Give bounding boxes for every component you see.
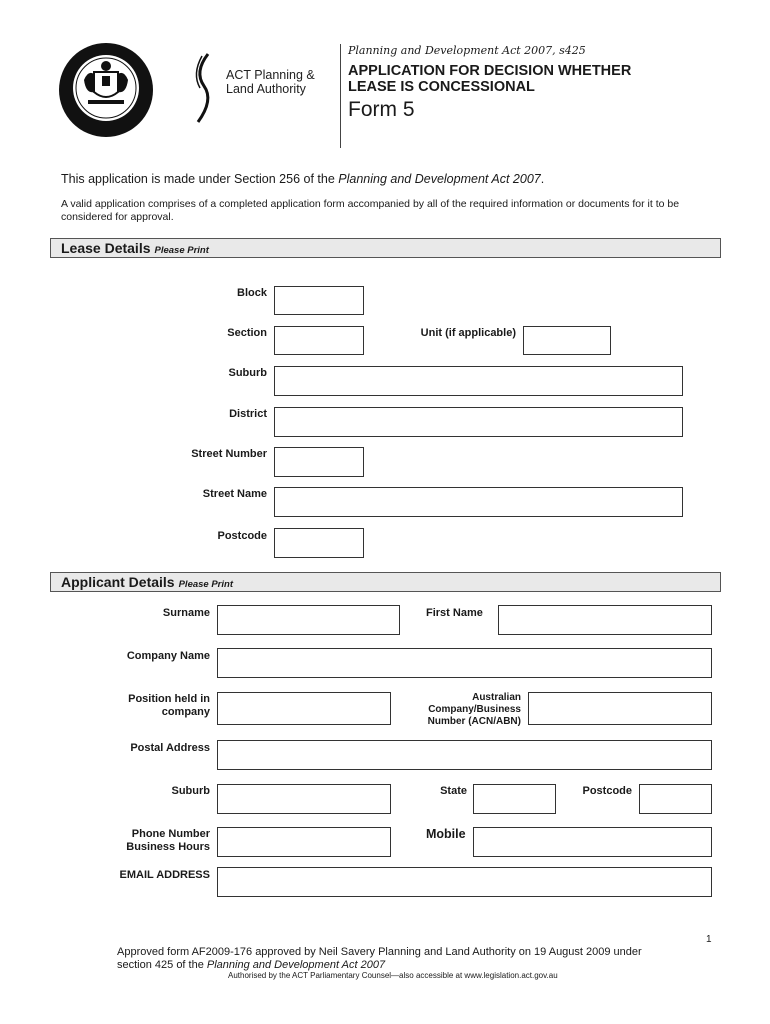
applicant-details-header (50, 572, 721, 592)
state-input[interactable] (473, 784, 556, 814)
mobile-input[interactable] (473, 827, 712, 857)
section-title: Lease Details (61, 240, 151, 256)
street-number-label: Street Number (191, 448, 267, 460)
section-title: Applicant Details (61, 574, 175, 590)
applicant-suburb-label: Suburb (171, 785, 210, 797)
applicant-postcode-label: Postcode (582, 785, 632, 797)
lease-details-header (50, 238, 721, 258)
section-subtitle: Please Print (178, 579, 233, 590)
intro-text: This application is made under Section 256 of the Planning and Development Act 2007. (61, 172, 545, 186)
form-title: APPLICATION FOR DECISION WHETHER LEASE IS CONCESSIONAL (348, 63, 632, 95)
block-input[interactable] (274, 286, 364, 315)
acn-abn-label: Australian Company/Business Number (ACN/ABN) (427, 692, 521, 727)
phone-label: Phone Number Business Hours (126, 828, 210, 853)
requirements-text: A valid application comprises of a completed application form accompanied by all of the required information or documents for it to be considered for approval. (61, 198, 680, 223)
street-name-input[interactable] (274, 487, 683, 517)
street-number-input[interactable] (274, 447, 364, 477)
unit-input[interactable] (523, 326, 611, 355)
acn-abn-input[interactable] (528, 692, 712, 725)
unit-label: Unit (if applicable) (420, 327, 516, 339)
section-input[interactable] (274, 326, 364, 355)
position-label: Position held in company (128, 693, 210, 718)
company-name-label: Company Name (126, 650, 210, 662)
district-label: District (229, 408, 267, 420)
suburb-input[interactable] (274, 366, 683, 396)
section-label: Section (227, 327, 267, 339)
applicant-suburb-input[interactable] (217, 784, 391, 814)
postal-address-input[interactable] (217, 740, 712, 770)
mobile-label: Mobile (426, 827, 466, 841)
page-number: 1 (706, 934, 712, 945)
email-input[interactable] (217, 867, 712, 897)
first-name-input[interactable] (498, 605, 712, 635)
suburb-label: Suburb (228, 367, 267, 379)
company-name-input[interactable] (217, 648, 712, 678)
block-label: Block (237, 287, 267, 299)
state-label: State (440, 785, 467, 797)
header-divider (340, 44, 341, 148)
email-label: EMAIL ADDRESS (119, 869, 210, 881)
authorised-text: Authorised by the ACT Parliamentary Counsel—also accessible at www.legislation.act.gov.au (228, 971, 558, 980)
surname-label: Surname (162, 607, 210, 619)
first-name-label: First Name (426, 607, 483, 619)
street-name-label: Street Name (202, 488, 267, 500)
act-reference: Planning and Development Act 2007, s425 (348, 44, 586, 57)
section-subtitle: Please Print (154, 245, 209, 256)
phone-input[interactable] (217, 827, 391, 857)
form-number: Form 5 (348, 98, 415, 121)
agency-name: ACT Planning & Land Authority (226, 68, 315, 96)
postcode-input[interactable] (274, 528, 364, 558)
postal-address-label: Postal Address (130, 742, 210, 754)
surname-input[interactable] (217, 605, 400, 635)
district-input[interactable] (274, 407, 683, 437)
applicant-postcode-input[interactable] (639, 784, 712, 814)
seal-text: ACT GOVERNMENT (58, 34, 139, 44)
actpla-logo-icon (190, 52, 218, 124)
approval-text: Approved form AF2009-176 approved by Neil Savery Planning and Land Authority on 19 August 2009 under section 425 of the Planning and Development Act 2007 (117, 946, 642, 971)
act-government-seal (58, 34, 154, 138)
act-name: Planning and Development Act 2007 (338, 172, 541, 186)
position-input[interactable] (217, 692, 391, 725)
postcode-label: Postcode (217, 530, 267, 542)
